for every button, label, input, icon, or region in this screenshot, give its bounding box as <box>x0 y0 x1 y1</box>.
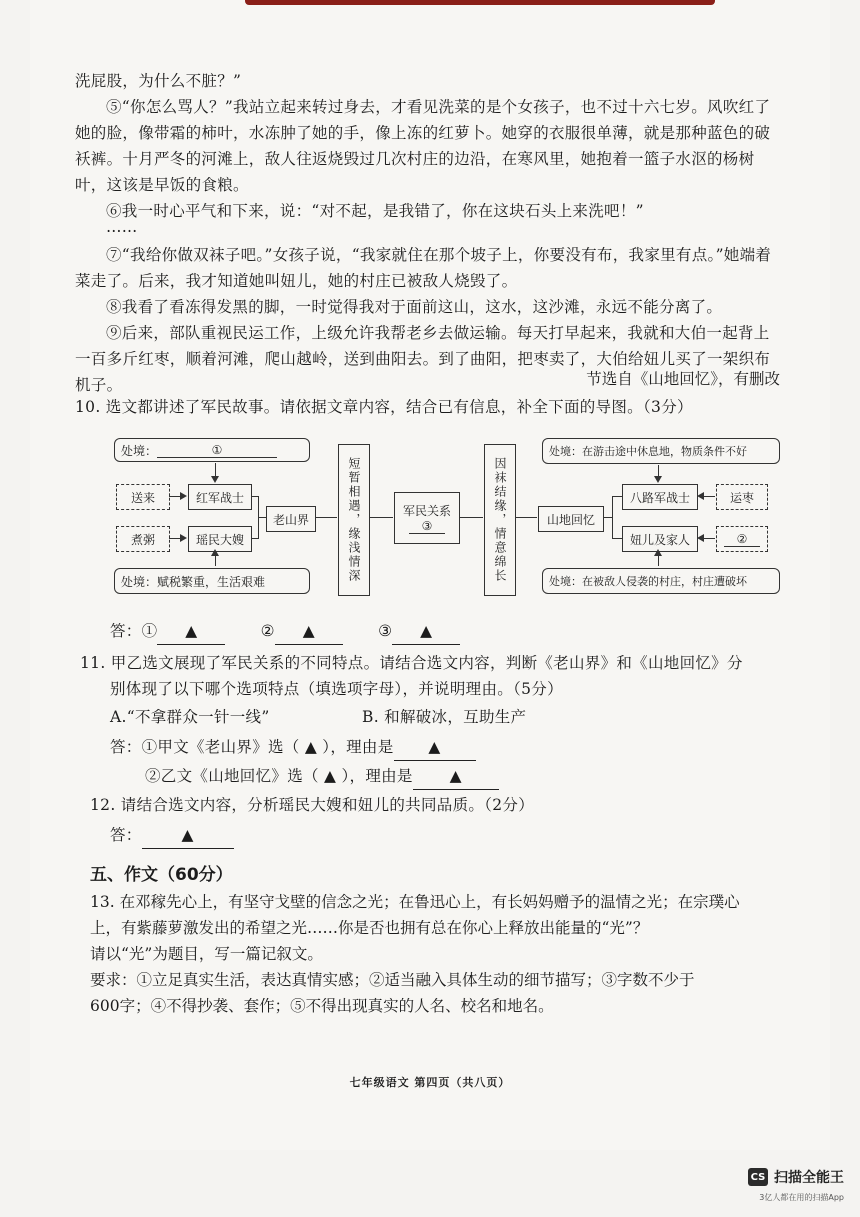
section-5-title: 五、作文（60分） <box>90 865 233 885</box>
scanner-tagline: 3亿人都在用的扫描App <box>759 1193 844 1202</box>
q11-blank-2[interactable]: ▲ <box>413 763 499 790</box>
story-paragraph-5: ⑤“你怎么骂人？”我站立起来转过身去，才看见洗菜的是个女孩子，也不过十六七岁。风吹红了她的脸，像带霜的柿叶，水冻肿了她的手，像上冻的红萝卜。她穿的衣服很单薄，就是那种蓝色的破袄裤。十月严冬的河滩上，敌人往返烧毁过几次村庄的边沿，在寒风里，她抱着一篮子水沤的杨树叶，这该是早饭的食粮。 <box>75 98 771 194</box>
connector <box>369 517 393 518</box>
story-source: 节选自《山地回忆》，有删改 <box>586 370 780 388</box>
situation-label: 处境： <box>121 443 158 458</box>
laoshanjie-box: 老山界 <box>266 506 316 532</box>
connector <box>612 538 622 539</box>
question-11-line-1: 11. 甲乙选文展现了军民关系的不同特点。请结合选文内容，判断《老山界》和《山地回忆》分 <box>80 654 743 672</box>
q13-line-2: 上，有紫藤萝激发出的希望之光……你是否也拥有总在你心上释放出能量的“光”？ <box>90 919 649 937</box>
story-paragraph-7: ⑦“我给你做双袜子吧。”女孩子说，“我家就住在那个坡子上，你要没有布，我家里有点。”她端着菜走了。后来，我才知道她叫妞儿，她的村庄已被敌人烧毁了。 <box>75 246 772 290</box>
arrow-up-icon <box>211 549 219 556</box>
niuer-box: 妞儿及家人 <box>622 526 698 552</box>
story-paragraph-8: ⑧我看了看冻得发黑的脚，一时觉得我对于面前这山，这水，这沙滩，永远不能分离了。 <box>106 298 723 316</box>
answer-num-1: ① <box>141 622 158 640</box>
q11-answer-1 <box>110 734 476 761</box>
story-line-top: 洗屁股，为什么不脏？” <box>75 72 242 90</box>
q12-answer <box>110 822 234 849</box>
right-top-situation-box: 处境：在游击途中休息地，物质条件不好 <box>542 438 780 464</box>
scanner-watermark <box>748 1167 844 1187</box>
junmin-box <box>394 492 460 544</box>
blank-2-box[interactable] <box>716 526 768 552</box>
q11-answer-1-text: 答：①甲文《老山界》选（ ▲ ），理由是 <box>110 738 394 756</box>
q11-blank-1[interactable]: ▲ <box>394 734 476 761</box>
scanner-name: 扫描全能王 <box>774 1170 844 1186</box>
story-paragraph-9: ⑨后来，部队重视民运工作，上级允许我帮老乡去做运输。每天打早起来，我就和大伯一起背上一百多斤红枣，顺着河滩，爬山越岭，送到曲阳去。到了曲阳，把枣卖了，大伯给妞儿买了一架织布机子。 <box>75 324 771 394</box>
answer-blank-3[interactable]: ▲ <box>392 618 460 645</box>
right-bottom-situation-box: 处境：在被敌人侵袭的村庄，村庄遭破坏 <box>542 568 780 594</box>
connector <box>315 517 337 518</box>
scanner-logo-icon: CS <box>748 1168 768 1186</box>
answer-prefix: 答： <box>110 622 142 640</box>
arrow-right-icon <box>180 534 187 542</box>
story-paragraph-6: ⑥我一时心平气和下来，说：“对不起，是我错了，你在这块石头上来洗吧！” <box>106 202 644 220</box>
blank-2[interactable]: ② <box>724 532 760 547</box>
answer-num-3: ③ <box>378 622 393 640</box>
mind-map-diagram <box>112 436 784 604</box>
story-ellipsis: …… <box>106 218 138 236</box>
answer-blank-2[interactable]: ▲ <box>275 618 343 645</box>
q12-answer-label: 答： <box>110 826 142 844</box>
long-bond-box: 因袜结缘，情意绵长 <box>484 444 516 596</box>
q12-blank[interactable]: ▲ <box>142 822 234 849</box>
blank-1[interactable]: ① <box>157 443 277 458</box>
yunzao-box: 运枣 <box>716 484 768 510</box>
connector <box>703 496 715 497</box>
q11-answer-2 <box>145 763 499 790</box>
q13-requirement-2: 600字；④不得抄袭、套作；⑤不得出现真实的人名、校名和地名。 <box>90 997 554 1015</box>
option-b: B. 和解破冰，互助生产 <box>362 708 527 726</box>
left-bottom-situation-box: 处境：赋税繁重，生活艰难 <box>114 568 310 594</box>
q10-answers <box>110 618 460 645</box>
songlai-box: 送来 <box>116 484 170 510</box>
page-footer: 七年级语文 第四页（共八页） <box>349 1076 511 1089</box>
connector <box>515 517 537 518</box>
arrow-up-icon <box>654 549 662 556</box>
balujun-box: 八路军战士 <box>622 484 698 510</box>
question-11-line-2: 别体现了以下哪个选项特点（填选项字母），并说明理由。（5分） <box>110 680 563 698</box>
arrow-down-icon <box>654 476 662 483</box>
answer-num-2: ② <box>260 622 275 640</box>
hongjun-box: 红军战士 <box>188 484 252 510</box>
left-top-situation-box <box>114 438 310 462</box>
page-top-edge <box>245 0 715 5</box>
question-12: 12. 请结合选文内容，分析瑶民大嫂和妞儿的共同品质。（2分） <box>90 796 534 814</box>
option-a: A.“不拿群众一针一线” <box>110 708 270 726</box>
q13-line-1: 13. 在邓稼先心上，有坚守戈壁的信念之光；在鲁迅心上，有长妈妈赠予的温情之光；在宗璞心 <box>90 893 740 911</box>
blank-3[interactable]: ③ <box>409 519 445 534</box>
zhouzhou-box: 煮粥 <box>116 526 170 552</box>
junmin-label: 军民关系 <box>402 504 451 518</box>
question-10: 10. 选文都讲述了军民故事。请依据文章内容，结合已有信息，补全下面的导图。（3分） <box>75 398 693 416</box>
q13-line-3: 请以“光”为题目，写一篇记叙文。 <box>90 945 323 963</box>
connector <box>459 517 483 518</box>
connector <box>612 496 613 539</box>
shandi-box: 山地回忆 <box>538 506 604 532</box>
q11-answer-2-text: ②乙文《山地回忆》选（ ▲ ），理由是 <box>145 767 413 785</box>
connector <box>215 463 216 477</box>
yaomin-box: 瑶民大嫂 <box>188 526 252 552</box>
answer-blank-1[interactable]: ▲ <box>157 618 225 645</box>
short-meeting-box: 短暂相遇，缘浅情深 <box>338 444 370 596</box>
arrow-right-icon <box>180 492 187 500</box>
connector <box>612 496 622 497</box>
q13-requirement-1: 要求：①立足真实生活，表达真情实感；②适当融入具体生动的细节描写；③字数不少于 <box>90 971 695 989</box>
connector <box>703 538 715 539</box>
connector <box>258 517 266 518</box>
arrow-down-icon <box>211 476 219 483</box>
